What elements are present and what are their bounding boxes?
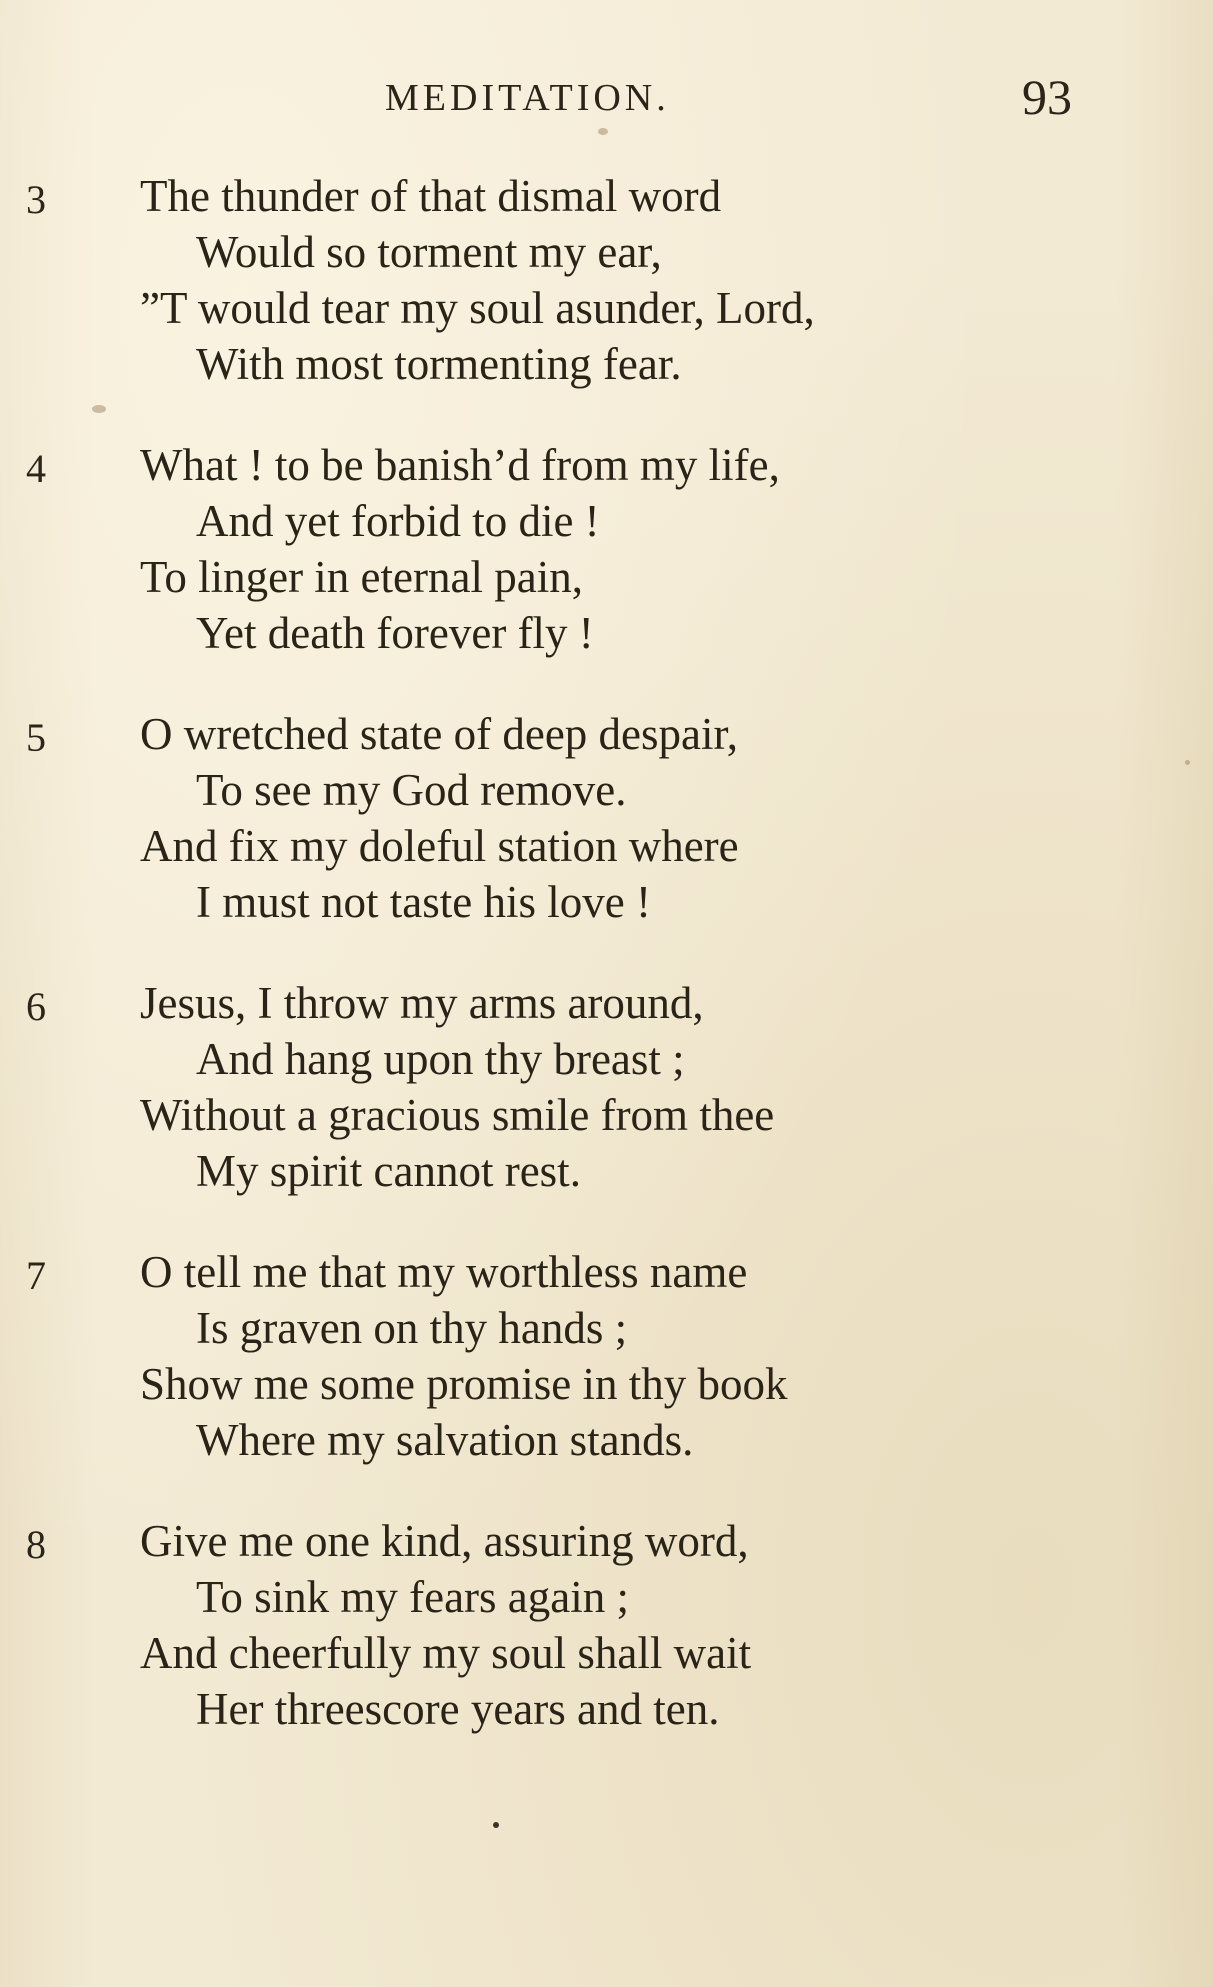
page-header xyxy=(0,68,1213,128)
verse-line: With most tormenting fear. xyxy=(196,339,682,389)
printer-mark xyxy=(493,1822,499,1828)
verse-line: And cheerfully my soul shall wait xyxy=(140,1628,752,1678)
verse-line: O tell me that my worthless name xyxy=(140,1247,748,1297)
verse-line: To linger in eternal pain, xyxy=(140,552,583,602)
verse-line: Jesus, I throw my arms around, xyxy=(140,978,704,1028)
verse-line: To see my God remove. xyxy=(196,765,627,815)
stanza-number: 4 xyxy=(26,446,46,491)
verse-line: Without a gracious smile from thee xyxy=(140,1090,775,1140)
stanza-number: 8 xyxy=(26,1522,46,1567)
verse-line: ”T would tear my soul asunder, Lord, xyxy=(140,283,815,333)
paper-speck xyxy=(598,128,608,135)
verse-line: Where my salvation stands. xyxy=(196,1415,694,1465)
verse-line: What ! to be banish’d from my life, xyxy=(140,440,780,490)
verse-line: O wretched state of deep despair, xyxy=(140,709,738,759)
verse-line: Give me one kind, assuring word, xyxy=(140,1516,749,1566)
stanza-number: 3 xyxy=(26,177,46,222)
stanza-number: 7 xyxy=(26,1253,46,1298)
page-number: 93 xyxy=(1022,69,1072,125)
verse-line: Would so torment my ear, xyxy=(196,227,662,277)
paper-speck xyxy=(92,405,106,413)
running-title: MEDITATION. xyxy=(385,77,670,119)
verse-line: And yet forbid to die ! xyxy=(196,496,600,546)
verse-line: Is graven on thy hands ; xyxy=(196,1303,628,1353)
verse-line: My spirit cannot rest. xyxy=(196,1146,581,1196)
stanza-number: 6 xyxy=(26,984,46,1029)
paper-speck xyxy=(1185,760,1190,765)
verse-line: Her threescore years and ten. xyxy=(196,1684,720,1734)
verse-line: To sink my fears again ; xyxy=(196,1572,629,1622)
verse-line: I must not taste his love ! xyxy=(196,877,651,927)
verse-line: The thunder of that dismal word xyxy=(140,171,722,221)
verse-line: And hang upon thy breast ; xyxy=(196,1034,685,1084)
verse-line: And fix my doleful station where xyxy=(140,821,739,871)
verse-line: Yet death forever fly ! xyxy=(196,608,594,658)
stanza-number: 5 xyxy=(26,715,46,760)
verse-line: Show me some promise in thy book xyxy=(140,1359,788,1409)
